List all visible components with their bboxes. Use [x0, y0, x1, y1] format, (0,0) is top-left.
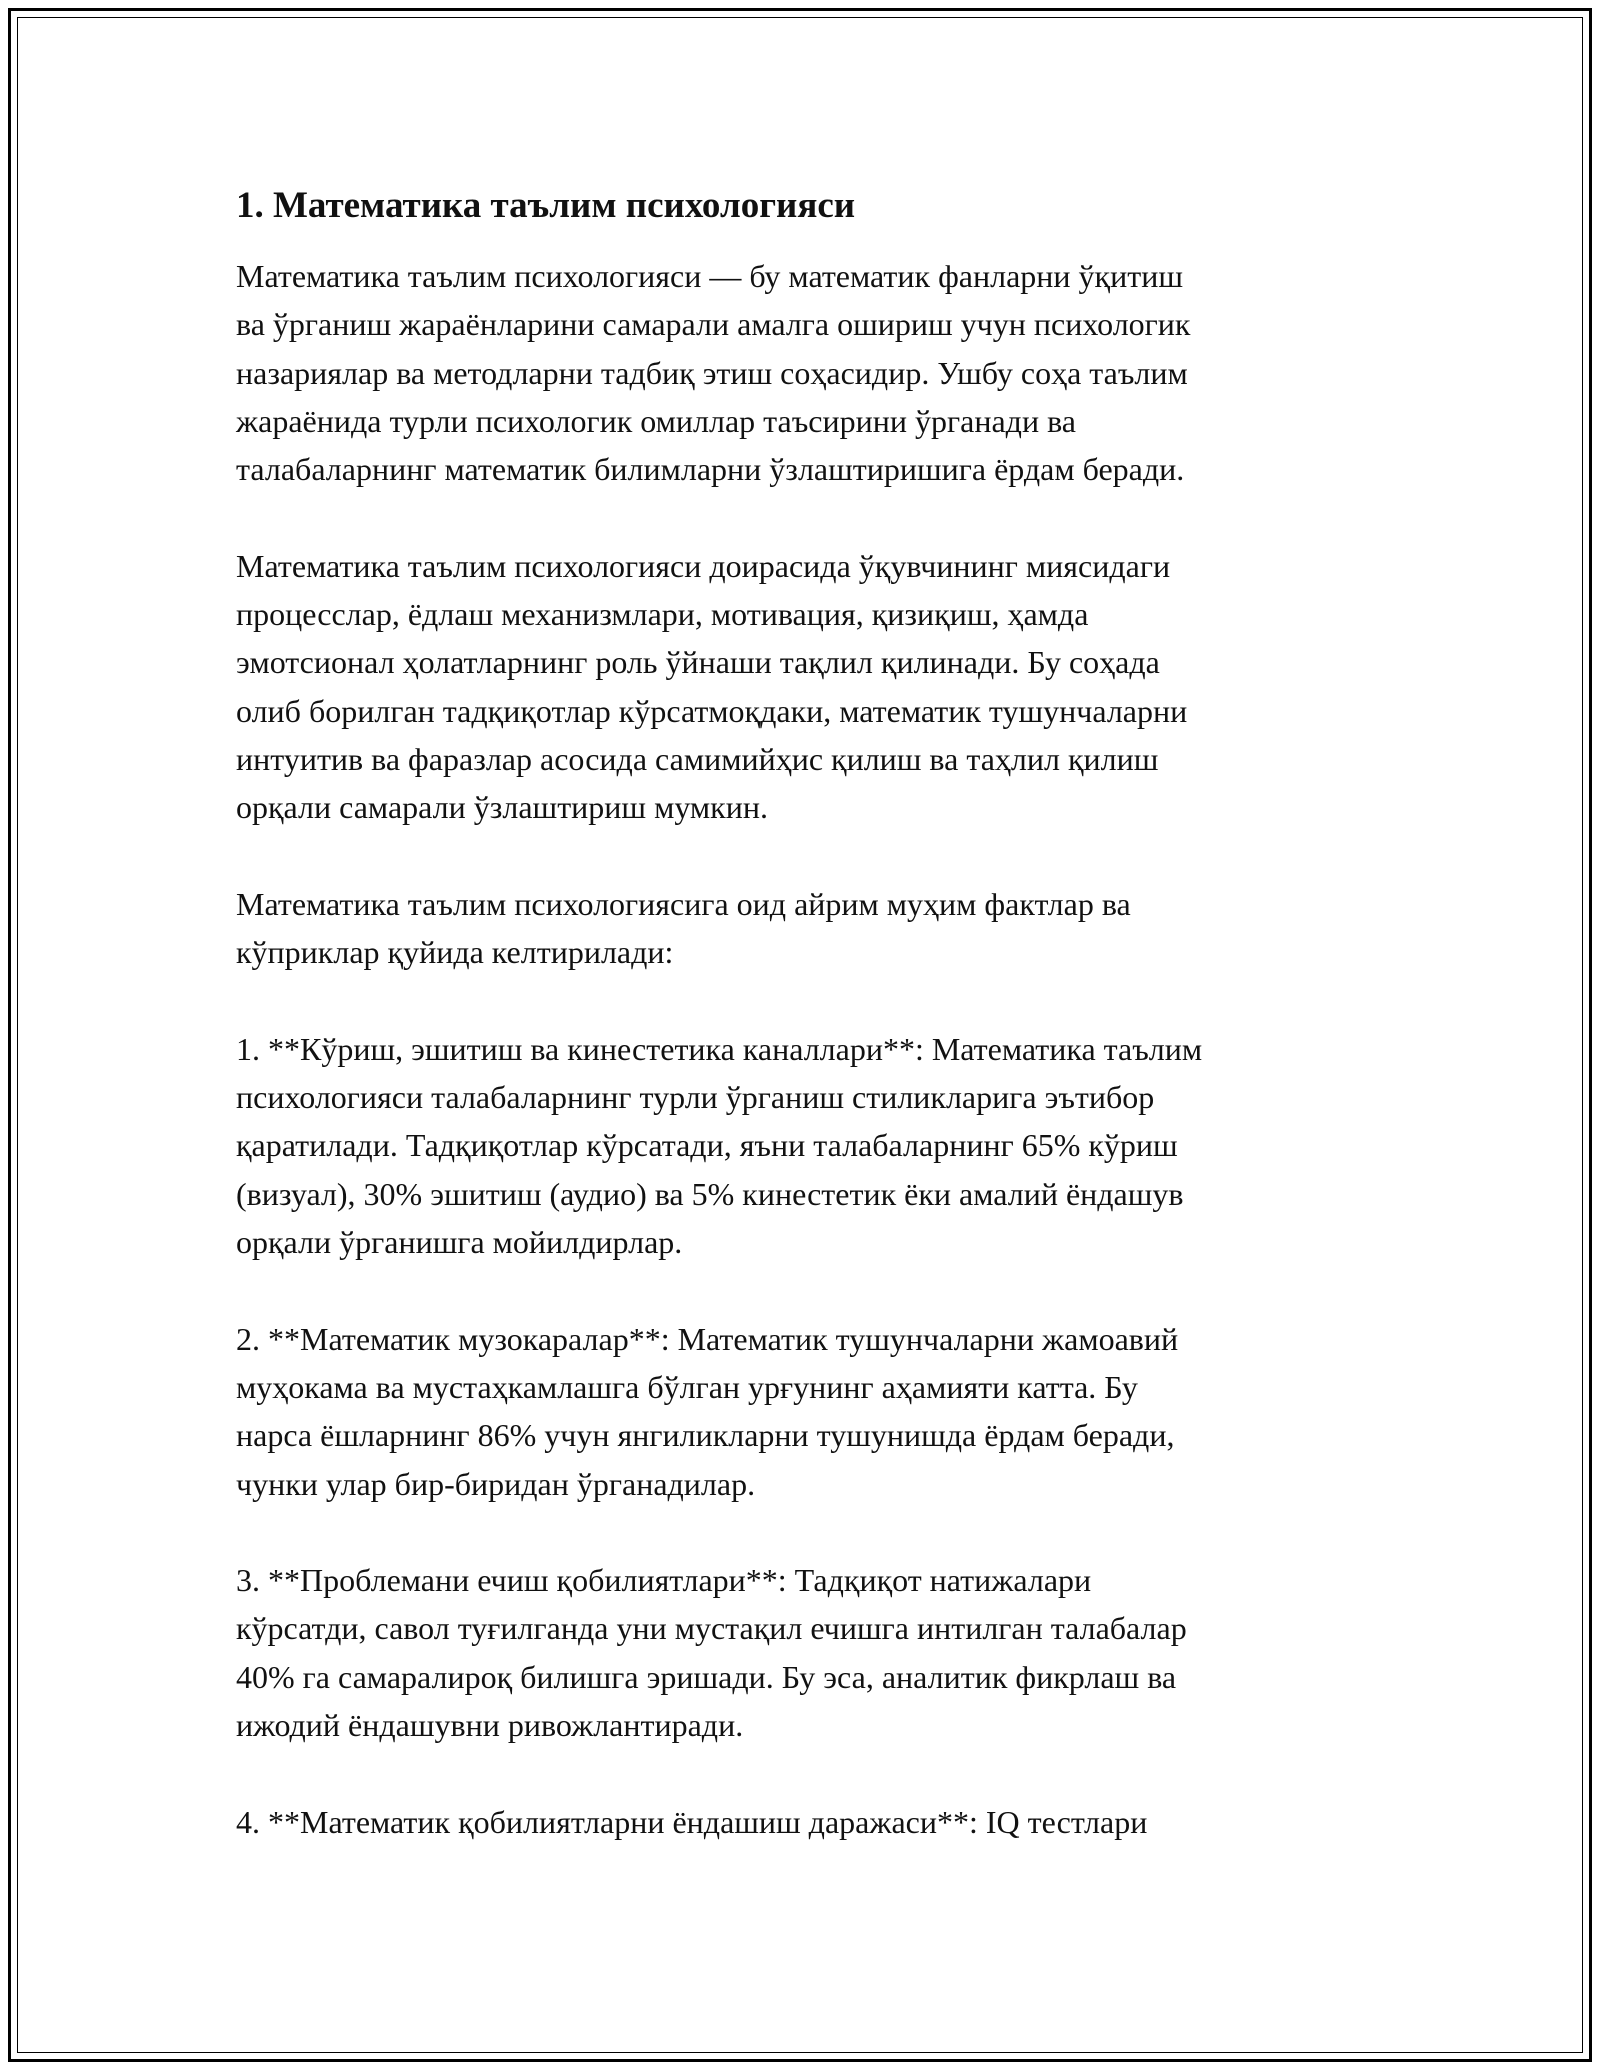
list-item-discussions: 2. **Математик музокаралар**: Математик тушунчаларни жамоавий муҳокама ва мустаҳкамлашга бўлган урғунинг аҳамияти катта. Бу нарса ёшларнинг 86% учун янгиликларни тушунишда ёрдам беради, чунки улар бир-биридан ўрганадилар.: [236, 1320, 1179, 1502]
list-item-abilities: 4. **Математик қобилиятларни ёндашиш даражаси**: IQ тестлари: [236, 1803, 1148, 1840]
document-body: [236, 182, 1366, 1846]
list-item-channels: 1. **Кўриш, эшитиш ва кинестетика каналлари**: Математика таълим психологияси талабаларнинг турли ўрганиш стиликларига эътибор қаратилади. Тадқиқотлар кўрсатади, яъни талабаларнинг 65% кўриш (визуал), 30% эшитиш (аудио) ва 5% кинестетик ёки амалий ёндашув орқали ўрганишга мойилдирлар.: [236, 1030, 1203, 1261]
paragraph-facts-intro: Математика таълим психологиясига оид айрим муҳим фактлар ва кўприклар қуйида келтирилади:: [236, 885, 1131, 971]
section-heading: 1. Математика таълим психологияси: [236, 185, 856, 226]
paragraph-intro: Математика таълим психологияси — бу математик фанларни ўқитиш ва ўрганиш жараёнларини самарали амалга ошириш учун психологик назариялар ва методларни тадбиқ этиш соҳасидир. Ушбу соҳа таълим жараёнида турли психологик омиллар таъсирини ўрганади ва талабаларнинг математик билимларни ўзлаштиришига ёрдам беради.: [236, 258, 1191, 488]
paragraph-processes: Математика таълим психологияси доирасида ўқувчининг миясидаги процесслар, ёдлаш механизмлари, мотивация, қизиқиш, ҳамда эмотсионал ҳолатларнинг роль ўйнаши тақлил қилинади. Бу соҳада олиб борилган тадқиқотлар кўрсатмоқдаки, математик тушунчаларни интуитив ва фаразлар асосида самимийҳис қилиш ва таҳлил қилиш орқали самарали ўзлаштириш мумкин.: [236, 547, 1188, 826]
list-item-problem-solving: 3. **Проблемани ечиш қобилиятлари**: Тадқиқот натижалари кўрсатди, савол туғилганда уни мустақил ечишга интилган талабалар 40% га самаралироқ билишга эришади. Бу эса, аналитик фикрлаш ва ижодий ёндашувни ривожлантиради.: [236, 1562, 1187, 1743]
